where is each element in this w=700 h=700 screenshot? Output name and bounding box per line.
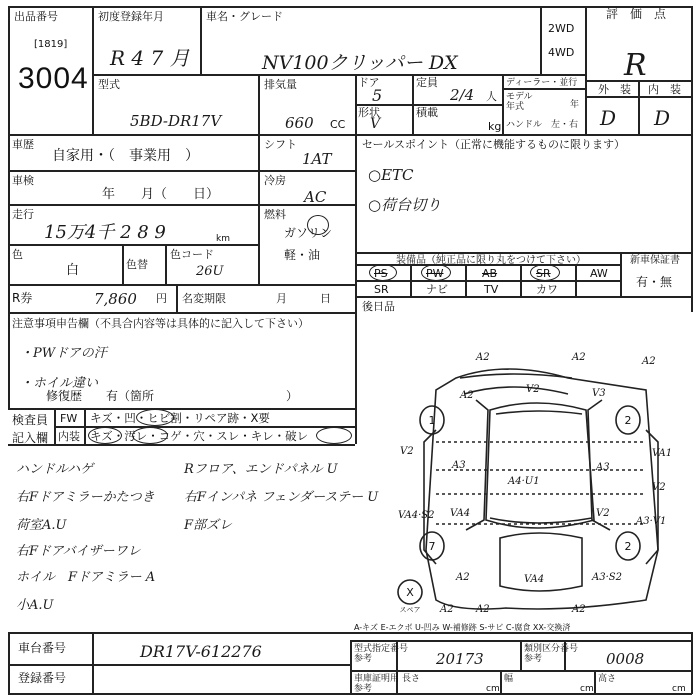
capacity-label: 定員 <box>416 76 438 89</box>
history-label: 車歴 <box>12 138 34 151</box>
interior-grade: D <box>654 106 671 130</box>
displacement-label: 排気量 <box>264 78 297 91</box>
inspection-label: 車検 <box>12 174 34 187</box>
interior-check-items: キズ・汚レ・コゲ・穴・スレ・キレ・破レ <box>90 429 309 443</box>
car-name-label: 車名・グレード <box>206 10 283 23</box>
recycle-ticket-value: 7,860 <box>94 290 137 308</box>
mark-19: VA4 <box>524 574 545 585</box>
mileage-label: 走行 <box>12 208 34 221</box>
recycle-ticket-label: R券 <box>12 291 33 305</box>
mark-1: A2 <box>476 352 490 363</box>
length-unit: cm <box>486 684 500 694</box>
notes-label: 注意事項申告欄（不具合内容等は具体的に記入して下さい） <box>12 317 309 330</box>
model-label: 型式 <box>98 78 120 91</box>
rating-value: R <box>624 48 647 83</box>
door-value: 5 <box>372 86 383 105</box>
fw-items: キズ・凹・ヒビ割・リペア跡・X要 <box>90 411 270 425</box>
name-change-label: 名変期限 <box>182 292 226 305</box>
equip-sunroof: SR <box>374 283 389 296</box>
interior-check-label: 内装 <box>58 430 80 443</box>
garage-cert-label: 車庫証明用 参考 <box>354 674 400 694</box>
sales-point-2: ○荷台切り <box>368 196 442 214</box>
mark-9: A4·U1 <box>508 476 540 487</box>
spare-grade: X <box>406 586 414 599</box>
lot-number: 3004 <box>18 62 89 95</box>
remark-4: 右Fドアバイザーワレ <box>16 544 141 559</box>
fw-dent-circle <box>136 409 174 426</box>
shift-label: シフト <box>264 138 297 151</box>
equip-pw: PW <box>426 267 444 280</box>
car-name-value: NV100クリッパー DX <box>262 52 458 74</box>
equip-ps: PS <box>374 267 388 280</box>
chassis-number-value: DR17V-612276 <box>140 642 262 661</box>
shape-label: 形状 <box>358 106 380 119</box>
wheel-fl-grade: 1 <box>428 414 436 427</box>
lot-sub-number: [1819] <box>34 39 68 50</box>
mark-10: A3 <box>596 462 610 473</box>
aircon-value: AC <box>304 188 327 206</box>
first-registration-value: R 4 7 月 <box>110 46 190 70</box>
mark-22: A2 <box>440 604 454 615</box>
wheel-rl-grade: 7 <box>428 540 436 553</box>
equipment-label: 装備品（純正品に限り丸をつけて下さい） <box>396 255 586 266</box>
capacity-value: 2/4 <box>450 86 475 104</box>
remark-right-1: Rフロア、エンドパネル U <box>184 462 338 477</box>
mark-15: V2 <box>596 508 610 519</box>
remark-3: 荷室A.U <box>16 518 67 533</box>
mileage-unit: km <box>216 234 230 244</box>
notes-line-1: ・PWドアの汗 <box>20 346 107 361</box>
equip-ab: AB <box>482 267 498 280</box>
color-code-label: 色コード <box>170 248 214 261</box>
mark-12: V2 <box>652 482 666 493</box>
equip-aw: AW <box>590 267 608 280</box>
mark-14: VA4 <box>450 508 471 519</box>
remark-5: ホイル Fドアミラー A <box>16 570 156 585</box>
repair-history: 修復歴 有（箇所 ） <box>46 389 299 403</box>
warranty-label: 新車保証書 <box>630 255 680 266</box>
displacement-unit: CC <box>330 118 346 131</box>
registration-number-label: 登録番号 <box>18 671 67 685</box>
first-registration-label: 初度登録年月 <box>98 10 164 23</box>
mark-4: V2 <box>526 384 540 395</box>
lot-number-label: 出品番号 <box>14 10 58 23</box>
shape-value: V <box>370 116 381 132</box>
drive-2wd: 2WD <box>548 22 575 35</box>
exterior-grade: D <box>600 106 617 130</box>
aircon-label: 冷房 <box>264 174 286 187</box>
roof-outline <box>486 403 594 528</box>
mark-11: VA1 <box>652 448 673 459</box>
equip-sr: SR <box>536 267 551 280</box>
height-label: 高さ <box>598 674 617 684</box>
handle-label: ハンドル 左・右 <box>506 120 579 130</box>
mark-7: V2 <box>400 446 414 457</box>
mark-20: A2 <box>476 604 490 615</box>
after-items-label: 後日品 <box>362 300 395 313</box>
fuel-value: ガソリン 軽・油 <box>284 226 333 262</box>
int-scratch-circle <box>88 427 122 444</box>
length-label: 長さ <box>402 674 421 684</box>
notes-line-2: ・ホイル違い <box>20 376 99 391</box>
equip-leather: カワ <box>536 283 558 296</box>
int-tear-circle <box>316 427 352 444</box>
shift-value: 1AT <box>302 150 332 168</box>
capacity-unit: 人 <box>486 90 497 103</box>
spare-label: スペア <box>399 606 421 614</box>
mark-16: A3·V1 <box>636 516 667 527</box>
damage-legend: A-キズ E-エクボ U-凹み W-補修跡 S-サビ C-腐食 XX-交換済 <box>354 623 571 632</box>
remark-right-3: F部ズレ <box>184 518 233 533</box>
wheel-rr-grade: 2 <box>624 540 632 553</box>
dealer-label: ディーラー・並行 <box>506 78 578 88</box>
displacement-value: 660 <box>285 114 314 132</box>
remark-2: 右Fドアミラーかたつき <box>16 490 155 505</box>
remark-1: ハンドルハゲ <box>16 462 94 477</box>
mark-5: V3 <box>592 388 606 399</box>
chassis-number-label: 車台番号 <box>18 641 67 655</box>
warranty-value: 有・無 <box>636 275 673 289</box>
mark-13: VA4·S2 <box>398 510 435 521</box>
mileage-value: 15万4千 2 8 9 <box>44 222 166 243</box>
load-unit: kg <box>488 120 502 133</box>
color-change-label: 色替 <box>126 258 148 271</box>
class-number-value: 0008 <box>606 650 645 668</box>
door-label: ドア <box>358 76 380 89</box>
model-designation-value: 20173 <box>436 650 484 668</box>
load-label: 積載 <box>416 106 438 119</box>
color-label: 色 <box>12 248 23 261</box>
remark-6: 小A.U <box>16 598 54 613</box>
mark-6: A2 <box>642 356 656 367</box>
car-damage-diagram <box>396 350 692 620</box>
inspection-value: 年 月（ 日） <box>102 187 220 202</box>
exterior-label: 外 装 <box>598 83 631 96</box>
fuel-label: 燃料 <box>264 208 286 221</box>
mark-2: A2 <box>572 352 586 363</box>
equip-sr-circle <box>530 264 560 281</box>
fuel-selected-circle <box>307 215 329 235</box>
rating-label: 評 価 点 <box>606 7 667 21</box>
height-unit: cm <box>672 684 686 694</box>
history-value: 自家用・（ 事業用 ） <box>52 148 199 164</box>
wheel-fr-grade: 2 <box>624 414 632 427</box>
mark-17: A2 <box>456 572 470 583</box>
interior-label: 内 装 <box>648 83 681 96</box>
recycle-ticket-unit: 円 <box>156 292 167 305</box>
year-unit: 年 <box>570 100 580 110</box>
equip-ps-circle <box>369 264 397 281</box>
inspector-label: 検査員 記入欄 <box>12 413 49 445</box>
model-year-label: モデル 年式 <box>506 92 533 112</box>
width-unit: cm <box>580 684 594 694</box>
sales-points-label: セールスポイント（正常に機能するものに限ります） <box>362 138 626 151</box>
color-code-value: 26U <box>196 264 224 279</box>
remark-right-2: 右Fインパネ フェンダーステー U <box>184 490 379 505</box>
color-value: 白 <box>66 263 80 278</box>
mark-3: A2 <box>460 390 474 401</box>
equip-tv: TV <box>484 283 499 296</box>
drive-4wd: 4WD <box>548 46 575 59</box>
equip-navi: ナビ <box>426 283 448 296</box>
int-stain-circle <box>132 427 168 444</box>
name-change-value: 月 日 <box>276 292 331 305</box>
sales-point-1: ○ETC <box>368 166 414 184</box>
equip-pw-circle <box>421 264 451 281</box>
width-label: 幅 <box>504 674 514 684</box>
fw-label: FW <box>60 412 78 425</box>
mark-8: A3 <box>452 460 466 471</box>
model-designation-label: 型式指定番号 参考 <box>354 644 409 664</box>
class-number-label: 類別区分番号 参考 <box>524 644 579 664</box>
model-value: 5BD-DR17V <box>130 112 222 130</box>
mark-21: A2 <box>572 604 586 615</box>
mark-18: A3·S2 <box>592 572 622 583</box>
